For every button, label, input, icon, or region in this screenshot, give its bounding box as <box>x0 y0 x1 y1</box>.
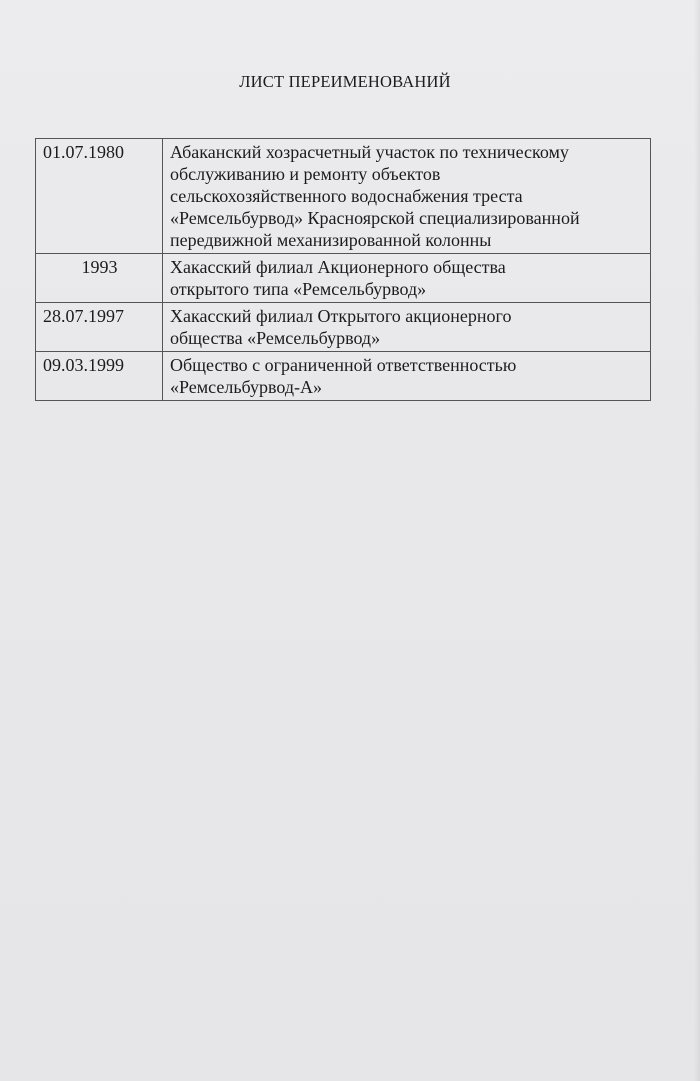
rename-date: 01.07.1980 <box>36 139 163 254</box>
organization-name <box>163 303 651 352</box>
name-line: открытого типа «Ремсельбурвод» <box>170 279 427 299</box>
renames-table <box>35 138 651 401</box>
name-line: передвижной механизированной колонны <box>170 230 492 250</box>
rename-date: 1993 <box>36 254 163 303</box>
organization-name <box>163 139 651 254</box>
name-line: «Ремсельбурвод» Красноярской специализированной <box>170 208 580 228</box>
name-line: Хакасский филиал Акционерного общества <box>170 257 506 277</box>
table-row <box>36 139 651 254</box>
name-line: общества «Ремсельбурвод» <box>170 328 381 348</box>
name-line: сельскохозяйственного водоснабжения треста <box>170 186 523 206</box>
name-line: Хакасский филиал Открытого акционерного <box>170 306 512 326</box>
rename-date: 09.03.1999 <box>36 352 163 401</box>
name-line: «Ремсельбурвод-А» <box>170 377 323 397</box>
organization-name <box>163 352 651 401</box>
table-row <box>36 254 651 303</box>
table-row <box>36 352 651 401</box>
name-line: Общество с ограниченной ответственностью <box>170 355 517 375</box>
rename-date: 28.07.1997 <box>36 303 163 352</box>
table-row <box>36 303 651 352</box>
name-line: обслуживанию и ремонту объектов <box>170 164 441 184</box>
organization-name <box>163 254 651 303</box>
document-title: ЛИСТ ПЕРЕИМЕНОВАНИЙ <box>239 72 451 91</box>
name-line: Абаканский хозрасчетный участок по техническому <box>170 142 569 162</box>
